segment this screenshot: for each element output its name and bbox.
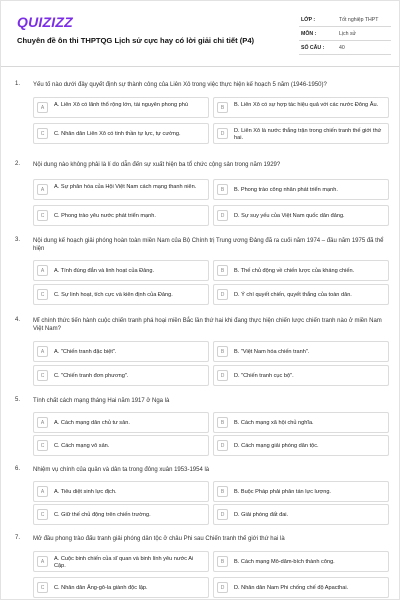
option-d[interactable]: [213, 577, 389, 598]
option-letter: A: [37, 265, 48, 276]
option-text: D. Cách mạng giải phóng dân tộc.: [234, 443, 319, 449]
option-letter: A: [37, 346, 48, 357]
worksheet-title: Chuyên đề ôn thi THPTQG Lịch sử cực hay có lời giải chi tiết (P4): [17, 36, 255, 45]
meta-subject-key: MÔN :: [301, 31, 317, 37]
option-text: B. "Việt Nam hóa chiến tranh".: [234, 349, 310, 355]
option-letter: D: [217, 440, 228, 451]
option-text: C. Phong trào yêu nước phát triển mạnh.: [54, 213, 156, 219]
question-text: Nhiệm vụ chính của quân và dân ta trong đông xuân 1953-1954 là: [33, 467, 210, 473]
meta-count-key: SỐ CÂU :: [301, 45, 325, 51]
option-letter: D: [217, 289, 228, 300]
option-text: B. Phong trào công nhân phát triển mạnh.: [234, 187, 338, 193]
option-a[interactable]: [33, 481, 209, 502]
option-letter: B: [217, 184, 228, 195]
option-b[interactable]: [213, 97, 389, 118]
option-letter: C: [37, 370, 48, 381]
question-text: Mở đầu phong trào đấu tranh giải phóng dân tộc ở châu Phi sau Chiến tranh thế giới thứ hai là: [33, 536, 285, 542]
option-a[interactable]: [33, 260, 209, 281]
option-letter: C: [37, 210, 48, 221]
option-letter: B: [217, 417, 228, 428]
option-text: C. Nhân dân Ăng-gô-la giành độc lập.: [54, 585, 148, 591]
option-text: B. Thế chủ động về chiến lược của kháng chiến.: [234, 268, 355, 274]
option-d[interactable]: [213, 205, 389, 226]
option-b[interactable]: [213, 179, 389, 200]
option-text: A. Sự phân hóa của Hội Việt Nam cách mạng thanh niên.: [54, 184, 197, 190]
option-letter: A: [37, 486, 48, 497]
option-text: A. Cách mạng dân chủ tư sản.: [54, 420, 130, 426]
option-b[interactable]: [213, 551, 389, 572]
meta-class-row: [299, 13, 391, 27]
option-letter: A: [37, 102, 48, 113]
option-letter: D: [217, 210, 228, 221]
question-number: 4.: [15, 317, 21, 323]
option-b[interactable]: [213, 412, 389, 433]
option-letter: D: [217, 370, 228, 381]
option-text: D. Liên Xô là nước thắng trận trong chiến tranh thế giới thứ hai.: [234, 128, 382, 141]
option-a[interactable]: [33, 551, 209, 572]
question-number: 5.: [15, 397, 21, 403]
option-letter: D: [217, 509, 228, 520]
meta-class-key: LỚP :: [301, 17, 316, 23]
option-letter: B: [217, 346, 228, 357]
option-text: D. Giải phóng đất đai.: [234, 512, 289, 518]
option-text: C. "Chiến tranh đơn phương".: [54, 373, 129, 379]
option-text: D. Ý chí quyết chiến, quyết thắng của toàn dân.: [234, 292, 352, 298]
option-text: C. Nhân dân Liên Xô có tinh thần tự lực, tự cường.: [54, 131, 181, 137]
option-letter: A: [37, 184, 48, 195]
meta-count-row: [299, 41, 391, 55]
option-text: D. Sự suy yếu của Việt Nam quốc dân đảng.: [234, 213, 345, 219]
option-b[interactable]: [213, 481, 389, 502]
question-text: Nội dung kế hoạch giải phóng hoàn toàn miền Nam của Bộ Chính trị Trung ương Đảng đã ra cuối năm 1974 – đầu năm 1975 đã thể hiện: [33, 238, 384, 252]
option-text: C. Sự linh hoạt, tích cực và kiên định của Đảng.: [54, 292, 173, 298]
question-number: 2.: [15, 161, 21, 167]
question-text: Tính chất cách mạng tháng Hai năm 1917 ở Nga là: [33, 398, 170, 404]
option-b[interactable]: [213, 260, 389, 281]
option-letter: B: [217, 556, 228, 567]
option-letter: C: [37, 582, 48, 593]
option-letter: C: [37, 509, 48, 520]
option-text: A. "Chiến tranh đặc biệt".: [54, 349, 117, 355]
option-text: B. Cách mạng Mô-dăm-bích thành công.: [234, 559, 335, 565]
meta-subject-row: [299, 27, 391, 41]
option-d[interactable]: [213, 504, 389, 525]
option-a[interactable]: [33, 412, 209, 433]
option-c[interactable]: [33, 284, 209, 305]
option-text: C. Giữ thế chủ động trên chiến trường.: [54, 512, 151, 518]
option-c[interactable]: [33, 577, 209, 598]
option-letter: B: [217, 102, 228, 113]
question-text: Yếu tố nào dưới đây quyết định sự thành công của Liên Xô trong việc thực hiện kế hoạch 5 năm (1946-1950)?: [33, 82, 327, 88]
option-letter: B: [217, 265, 228, 276]
option-d[interactable]: [213, 123, 389, 144]
option-letter: D: [217, 128, 228, 139]
option-text: A. Tính đúng đắn và linh hoạt của Đảng.: [54, 268, 155, 274]
option-letter: D: [217, 582, 228, 593]
option-letter: A: [37, 556, 48, 567]
option-letter: C: [37, 128, 48, 139]
meta-subject-value: Lịch sử: [339, 31, 357, 37]
option-d[interactable]: [213, 284, 389, 305]
question-number: 7.: [15, 535, 21, 541]
question-number: 1.: [15, 81, 21, 87]
option-text: A. Liên Xô có lãnh thổ rộng lớn, tài nguyên phong phú: [54, 102, 188, 108]
option-c[interactable]: [33, 435, 209, 456]
option-letter: C: [37, 440, 48, 451]
option-c[interactable]: [33, 365, 209, 386]
question-number: 3.: [15, 237, 21, 243]
option-text: B. Liên Xô có sự hợp tác hiệu quả với các nước Đông Âu.: [234, 102, 379, 108]
option-letter: A: [37, 417, 48, 428]
option-c[interactable]: [33, 205, 209, 226]
option-a[interactable]: [33, 97, 209, 118]
meta-count-value: 40: [339, 45, 345, 51]
option-d[interactable]: [213, 365, 389, 386]
option-text: D. "Chiến tranh cục bộ".: [234, 373, 294, 379]
option-c[interactable]: [33, 504, 209, 525]
option-c[interactable]: [33, 123, 209, 144]
question-text: Mĩ chính thức tiến hành cuộc chiến tranh phá hoại miền Bắc lần thứ hai khi đang thực hiện chiến lược chiến tranh nào ở miền Nam Việt Nam?: [33, 318, 382, 332]
worksheet-meta: [299, 13, 391, 55]
option-letter: B: [217, 486, 228, 497]
question-text: Nội dung nào không phải là lí do dẫn đến sự xuất hiện ba tổ chức cộng sản trong năm 1929?: [33, 162, 281, 168]
question-number: 6.: [15, 466, 21, 472]
option-text: B. Buộc Pháp phải phân tán lực lượng.: [234, 489, 331, 495]
option-a[interactable]: [33, 341, 209, 362]
option-text: A. Tiêu diệt sinh lực địch.: [54, 489, 117, 495]
option-text: D. Nhân dân Nam Phi chống chế độ Apacthai.: [234, 585, 349, 591]
option-text: C. Cách mạng vô sản.: [54, 443, 110, 449]
option-letter: C: [37, 289, 48, 300]
option-text: A. Cuộc binh chiến của sĩ quan và binh lính yêu nước Ai Cập.: [54, 556, 194, 569]
option-text: B. Cách mạng xã hội chủ nghĩa.: [234, 420, 314, 426]
option-b[interactable]: [213, 341, 389, 362]
option-a[interactable]: [33, 179, 209, 200]
worksheet-header: [1, 1, 400, 67]
option-d[interactable]: [213, 435, 389, 456]
meta-class-value: Tốt nghiệp THPT: [339, 17, 379, 23]
quizizz-logo: QUIZIZZ: [17, 14, 73, 30]
